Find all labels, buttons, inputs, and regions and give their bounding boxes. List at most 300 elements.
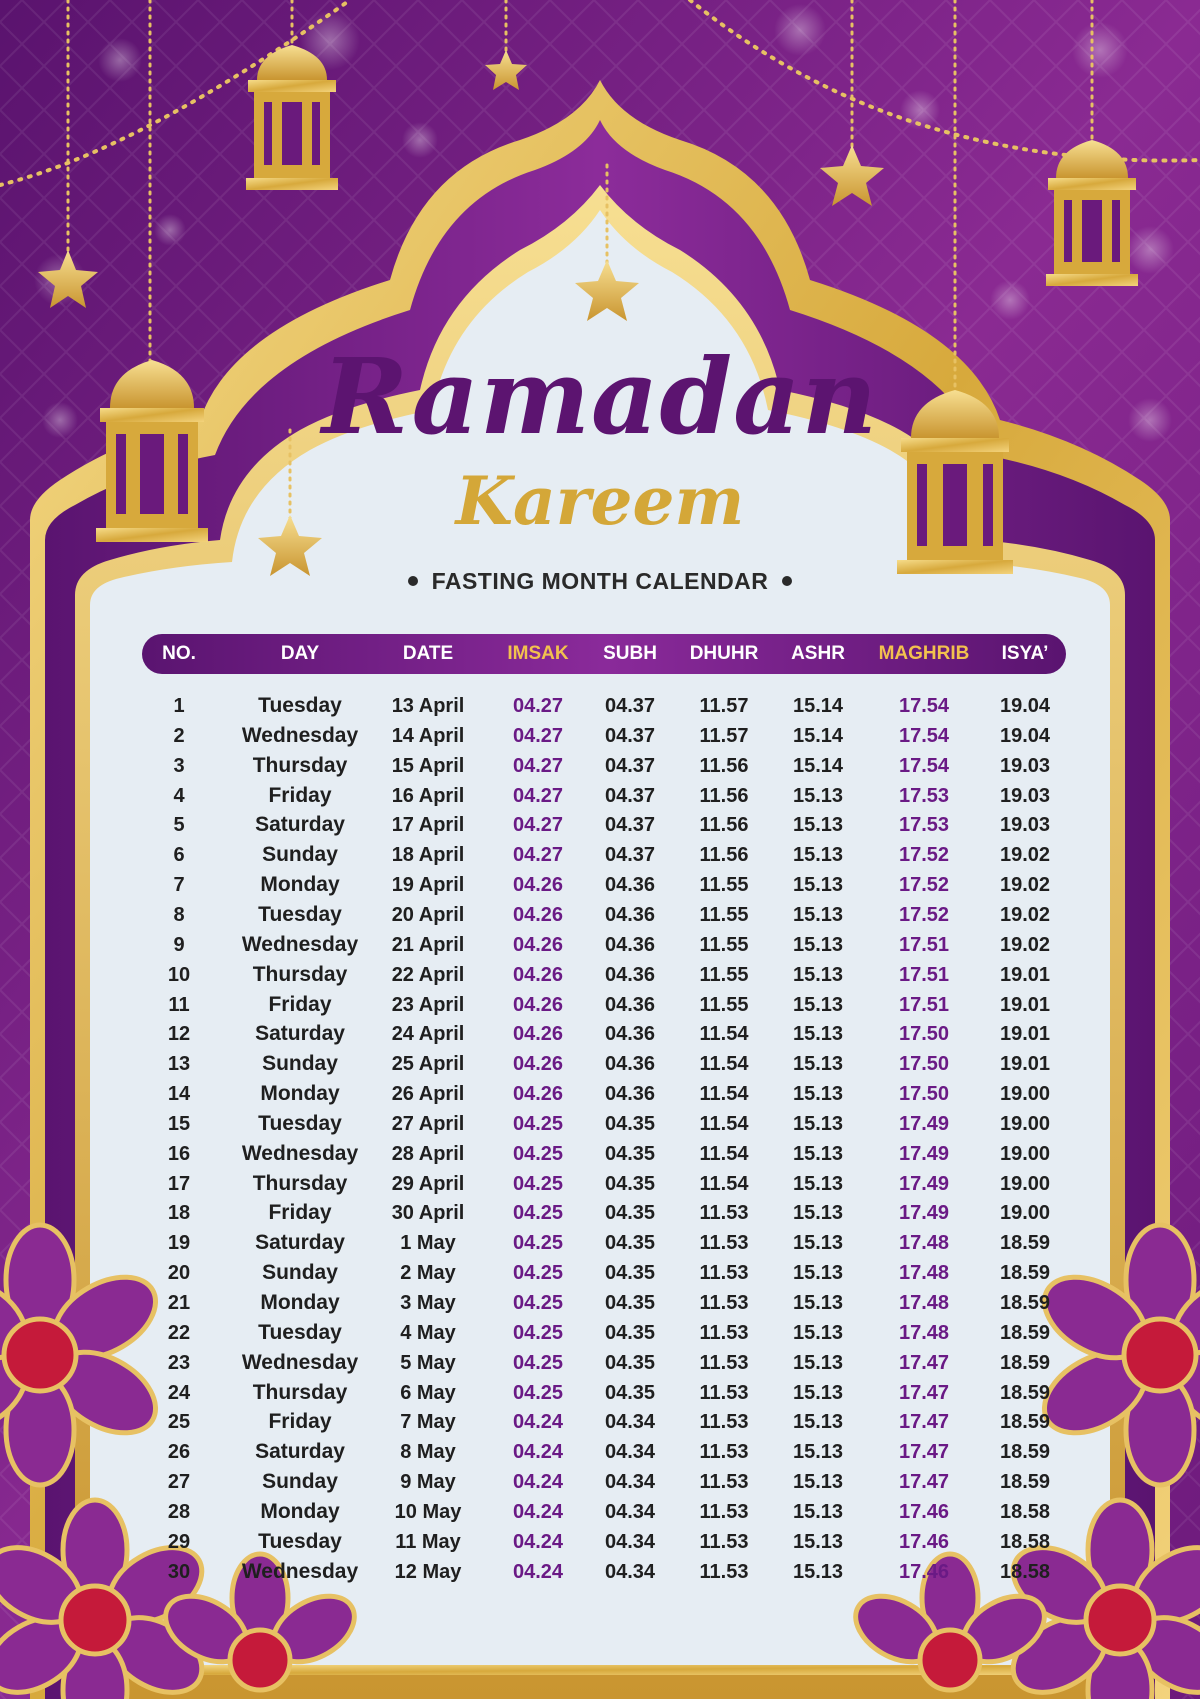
cell-isya: 18.58 — [999, 1530, 1051, 1553]
cell-maghrib: 17.50 — [898, 1053, 950, 1076]
cell-date: 25 April — [391, 1053, 465, 1076]
cell-dhuhr: 11.55 — [699, 903, 749, 926]
poster-subtitle: Kareem — [455, 462, 745, 540]
cell-date: 15 April — [391, 754, 465, 777]
cell-day: Tuesday — [258, 1111, 342, 1135]
cell-isya: 18.59 — [999, 1351, 1051, 1374]
cell-dhuhr: 11.57 — [699, 724, 749, 747]
cell-ashr: 15.13 — [792, 1142, 844, 1165]
cell-subh: 04.36 — [604, 1023, 656, 1046]
cell-maghrib: 17.54 — [898, 695, 950, 717]
cell-isya: 19.04 — [999, 724, 1051, 747]
cell-day: Tuesday — [258, 1529, 342, 1553]
table-row — [0, 960, 1200, 990]
cell-day: Saturday — [255, 813, 345, 837]
cell-dhuhr: 11.55 — [699, 874, 749, 897]
cell-ashr: 15.13 — [792, 1232, 844, 1255]
cell-subh: 04.35 — [604, 1142, 656, 1165]
bullet-dot — [408, 576, 418, 586]
cell-subh: 04.34 — [604, 1530, 656, 1553]
cell-isya: 18.58 — [999, 1500, 1051, 1523]
cell-maghrib: 17.49 — [898, 1142, 950, 1165]
cell-date: 16 April — [391, 784, 465, 807]
cell-date: 9 May — [400, 1471, 456, 1494]
cell-no: 2 — [173, 724, 185, 747]
cell-maghrib: 17.46 — [898, 1560, 950, 1583]
cell-imsak: 04.26 — [512, 993, 564, 1016]
cell-dhuhr: 11.53 — [699, 1321, 749, 1344]
cell-no: 28 — [167, 1500, 191, 1523]
cell-isya: 18.59 — [999, 1321, 1051, 1344]
cell-ashr: 15.13 — [792, 1262, 844, 1285]
cell-day: Friday — [268, 1201, 332, 1225]
cell-day: Thursday — [252, 1380, 348, 1404]
table-row — [0, 1198, 1200, 1228]
cell-subh: 04.37 — [604, 784, 656, 807]
cell-dhuhr: 11.56 — [699, 754, 749, 777]
cell-imsak: 04.24 — [512, 1560, 564, 1583]
cell-maghrib: 17.47 — [898, 1471, 950, 1494]
cell-dhuhr: 11.55 — [699, 933, 749, 956]
cell-isya: 19.00 — [999, 1202, 1051, 1225]
cell-subh: 04.37 — [604, 724, 656, 747]
cell-dhuhr: 11.57 — [699, 695, 749, 717]
cell-date: 14 April — [391, 724, 465, 747]
table-row — [0, 1557, 1200, 1587]
cell-no: 29 — [167, 1530, 191, 1553]
cell-no: 23 — [167, 1351, 191, 1374]
cell-isya: 19.02 — [999, 874, 1051, 897]
cell-subh: 04.35 — [604, 1232, 656, 1255]
cell-day: Monday — [260, 1499, 340, 1523]
cell-dhuhr: 11.53 — [699, 1471, 749, 1494]
cell-no: 19 — [167, 1232, 191, 1255]
cell-imsak: 04.27 — [512, 784, 564, 807]
cell-maghrib: 17.48 — [898, 1321, 950, 1344]
table-row — [0, 1169, 1200, 1199]
table-row — [0, 1437, 1200, 1467]
table-row — [0, 1318, 1200, 1348]
cell-ashr: 15.14 — [792, 754, 844, 777]
cell-imsak: 04.25 — [512, 1321, 564, 1344]
cell-ashr: 15.13 — [792, 1351, 844, 1374]
cell-day: Thursday — [252, 753, 348, 777]
cell-isya: 18.59 — [999, 1381, 1051, 1404]
cell-day: Sunday — [262, 1052, 338, 1076]
cell-imsak: 04.27 — [512, 724, 564, 747]
cell-day: Monday — [260, 1291, 340, 1314]
cell-imsak: 04.25 — [512, 1262, 564, 1285]
cell-imsak: 04.25 — [512, 1292, 564, 1314]
cell-ashr: 15.13 — [792, 784, 844, 807]
table-row — [0, 990, 1200, 1020]
table-row — [0, 1228, 1200, 1258]
cell-imsak: 04.27 — [512, 754, 564, 777]
cell-day: Friday — [268, 992, 332, 1016]
cell-isya: 19.03 — [999, 784, 1051, 807]
table-row — [0, 751, 1200, 781]
cell-maghrib: 17.49 — [898, 1172, 950, 1195]
cell-imsak: 04.25 — [512, 1232, 564, 1255]
cell-day: Wednesday — [241, 932, 359, 956]
cell-subh: 04.36 — [604, 1053, 656, 1076]
cell-imsak: 04.25 — [512, 1142, 564, 1165]
cell-date: 23 April — [391, 993, 465, 1016]
cell-dhuhr: 11.54 — [699, 1083, 749, 1106]
cell-no: 3 — [173, 754, 185, 777]
cell-isya: 19.04 — [999, 695, 1051, 717]
cell-isya: 19.02 — [999, 933, 1051, 956]
cell-no: 11 — [168, 993, 190, 1016]
header-imsak: IMSAK — [507, 643, 569, 664]
cell-day: Friday — [268, 1410, 332, 1434]
cell-maghrib: 17.52 — [898, 844, 950, 867]
table-row — [0, 1109, 1200, 1139]
cell-subh: 04.36 — [604, 903, 656, 926]
table-row — [0, 1079, 1200, 1109]
header-isya: ISYA’ — [1001, 643, 1049, 664]
cell-dhuhr: 11.56 — [699, 844, 749, 867]
cell-subh: 04.35 — [604, 1172, 656, 1195]
cell-day: Tuesday — [258, 1320, 342, 1344]
cell-subh: 04.36 — [604, 963, 656, 986]
cell-date: 18 April — [391, 844, 465, 867]
cell-no: 27 — [167, 1471, 191, 1494]
cell-dhuhr: 11.54 — [699, 1053, 749, 1076]
cell-isya: 19.00 — [999, 1112, 1051, 1135]
cell-imsak: 04.25 — [512, 1112, 564, 1135]
cell-day: Wednesday — [241, 723, 359, 747]
cell-day: Monday — [260, 873, 340, 897]
cell-ashr: 15.13 — [792, 1500, 844, 1523]
cell-dhuhr: 11.53 — [699, 1411, 749, 1434]
cell-ashr: 15.13 — [792, 933, 844, 956]
cell-isya: 19.01 — [999, 1023, 1051, 1046]
cell-ashr: 15.14 — [792, 724, 844, 747]
cell-imsak: 04.26 — [512, 874, 564, 897]
cell-subh: 04.35 — [604, 1262, 656, 1285]
cell-subh: 04.36 — [604, 874, 656, 897]
cell-isya: 18.59 — [999, 1411, 1051, 1434]
cell-date: 7 May — [400, 1411, 456, 1434]
cell-imsak: 04.26 — [512, 1053, 564, 1076]
cell-date: 10 May — [394, 1500, 462, 1523]
cell-dhuhr: 11.53 — [699, 1381, 749, 1404]
cell-maghrib: 17.54 — [898, 754, 950, 777]
cell-date: 4 May — [400, 1321, 456, 1344]
cell-no: 21 — [167, 1292, 191, 1314]
cell-subh: 04.36 — [604, 1083, 656, 1106]
cell-imsak: 04.26 — [512, 933, 564, 956]
cell-imsak: 04.24 — [512, 1500, 564, 1523]
cell-ashr: 15.13 — [792, 1053, 844, 1076]
cell-maghrib: 17.46 — [898, 1530, 950, 1553]
table-row — [0, 721, 1200, 751]
cell-isya: 19.00 — [999, 1142, 1051, 1165]
cell-day: Thursday — [252, 1171, 348, 1195]
cell-dhuhr: 11.53 — [699, 1292, 749, 1314]
table-row — [0, 1258, 1200, 1288]
cell-date: 22 April — [391, 963, 465, 986]
cell-ashr: 15.13 — [792, 1560, 844, 1583]
cell-subh: 04.34 — [604, 1441, 656, 1464]
cell-maghrib: 17.47 — [898, 1381, 950, 1404]
cell-ashr: 15.13 — [792, 963, 844, 986]
cell-ashr: 15.13 — [792, 874, 844, 897]
cell-ashr: 15.13 — [792, 993, 844, 1016]
cell-no: 30 — [167, 1560, 191, 1583]
cell-no: 15 — [167, 1112, 191, 1135]
cell-ashr: 15.13 — [792, 1292, 844, 1314]
cell-day: Wednesday — [241, 1141, 359, 1165]
cell-ashr: 15.13 — [792, 1381, 844, 1404]
cell-subh: 04.37 — [604, 814, 656, 837]
cell-ashr: 15.13 — [792, 1471, 844, 1494]
cell-ashr: 15.13 — [792, 1112, 844, 1135]
cell-no: 18 — [167, 1202, 191, 1225]
table-row — [0, 1019, 1200, 1049]
cell-date: 13 April — [391, 695, 465, 717]
cell-date: 27 April — [391, 1112, 465, 1135]
cell-day: Sunday — [262, 1261, 338, 1285]
cell-ashr: 15.13 — [792, 1172, 844, 1195]
cell-dhuhr: 11.53 — [699, 1500, 749, 1523]
cell-date: 30 April — [391, 1202, 465, 1225]
cell-subh: 04.34 — [604, 1411, 656, 1434]
cell-day: Friday — [268, 783, 332, 807]
calendar-caption — [0, 568, 1200, 595]
cell-no: 4 — [173, 784, 185, 807]
cell-dhuhr: 11.56 — [699, 814, 749, 837]
cell-maghrib: 17.51 — [898, 963, 950, 986]
table-row — [0, 810, 1200, 840]
header-dhuhr: DHUHR — [689, 643, 759, 664]
cell-imsak: 04.24 — [512, 1530, 564, 1553]
cell-ashr: 15.13 — [792, 1441, 844, 1464]
cell-no: 7 — [173, 874, 185, 897]
table-row — [0, 1139, 1200, 1169]
cell-subh: 04.35 — [604, 1381, 656, 1404]
cell-imsak: 04.26 — [512, 1023, 564, 1046]
table-row — [0, 1288, 1200, 1318]
cell-date: 6 May — [400, 1381, 456, 1404]
cell-day: Wednesday — [241, 1559, 359, 1583]
cell-isya: 18.59 — [999, 1292, 1051, 1314]
cell-dhuhr: 11.53 — [699, 1560, 749, 1583]
cell-dhuhr: 11.53 — [699, 1441, 749, 1464]
cell-maghrib: 17.46 — [898, 1500, 950, 1523]
cell-isya: 18.59 — [999, 1262, 1051, 1285]
cell-no: 9 — [173, 933, 185, 956]
cell-maghrib: 17.47 — [898, 1351, 950, 1374]
cell-no: 22 — [167, 1321, 191, 1344]
cell-ashr: 15.13 — [792, 1083, 844, 1106]
cell-no: 10 — [167, 963, 191, 986]
cell-maghrib: 17.48 — [898, 1262, 950, 1285]
cell-isya: 19.03 — [999, 754, 1051, 777]
table-row — [0, 1378, 1200, 1408]
table-row — [0, 1497, 1200, 1527]
table-row — [0, 1049, 1200, 1079]
table-row — [0, 930, 1200, 960]
cell-no: 16 — [167, 1142, 191, 1165]
table-row — [0, 870, 1200, 900]
cell-date: 3 May — [400, 1292, 456, 1314]
cell-subh: 04.37 — [604, 844, 656, 867]
poster-title: Ramadan — [321, 335, 879, 458]
table-row — [0, 1467, 1200, 1497]
cell-no: 26 — [167, 1441, 191, 1464]
cell-no: 17 — [167, 1172, 191, 1195]
cell-dhuhr: 11.54 — [699, 1112, 749, 1135]
cell-ashr: 15.13 — [792, 1411, 844, 1434]
cell-maghrib: 17.48 — [898, 1292, 950, 1314]
cell-subh: 04.34 — [604, 1500, 656, 1523]
cell-date: 1 May — [400, 1232, 456, 1255]
cell-imsak: 04.26 — [512, 1083, 564, 1106]
cell-isya: 19.02 — [999, 844, 1051, 867]
cell-dhuhr: 11.55 — [699, 963, 749, 986]
cell-imsak: 04.25 — [512, 1202, 564, 1225]
cell-subh: 04.35 — [604, 1321, 656, 1344]
cell-no: 5 — [173, 814, 185, 837]
cell-subh: 04.37 — [604, 695, 656, 717]
cell-day: Monday — [260, 1082, 340, 1106]
cell-dhuhr: 11.55 — [699, 993, 749, 1016]
cell-day: Wednesday — [241, 1350, 359, 1374]
table-row — [0, 840, 1200, 870]
cell-subh: 04.37 — [604, 754, 656, 777]
cell-maghrib: 17.53 — [898, 814, 950, 837]
cell-imsak: 04.25 — [512, 1381, 564, 1404]
cell-isya: 18.59 — [999, 1471, 1051, 1494]
bullet-dot — [782, 576, 792, 586]
cell-no: 12 — [167, 1023, 191, 1046]
cell-maghrib: 17.49 — [898, 1112, 950, 1135]
calendar-caption-text: FASTING MONTH CALENDAR — [431, 568, 769, 594]
cell-isya: 19.01 — [999, 1053, 1051, 1076]
cell-day: Sunday — [262, 1470, 338, 1494]
cell-subh: 04.35 — [604, 1351, 656, 1374]
cell-ashr: 15.13 — [792, 844, 844, 867]
cell-date: 5 May — [400, 1351, 456, 1374]
cell-maghrib: 17.50 — [898, 1023, 950, 1046]
cell-day: Tuesday — [258, 902, 342, 926]
cell-no: 14 — [167, 1083, 191, 1106]
cell-imsak: 04.26 — [512, 963, 564, 986]
cell-ashr: 15.13 — [792, 814, 844, 837]
cell-dhuhr: 11.54 — [699, 1142, 749, 1165]
cell-isya: 19.03 — [999, 814, 1051, 837]
cell-isya: 19.00 — [999, 1172, 1051, 1195]
header-maghrib: MAGHRIB — [878, 643, 970, 664]
header-date: DATE — [402, 643, 454, 664]
cell-date: 21 April — [391, 933, 465, 956]
header-subh: SUBH — [603, 643, 657, 664]
cell-maghrib: 17.49 — [898, 1202, 950, 1225]
table-header — [142, 634, 1066, 674]
cell-dhuhr: 11.56 — [699, 784, 749, 807]
cell-date: 19 April — [391, 874, 465, 897]
cell-imsak: 04.27 — [512, 844, 564, 867]
table-row — [0, 1527, 1200, 1557]
cell-date: 8 May — [400, 1441, 456, 1464]
cell-date: 26 April — [391, 1083, 465, 1106]
cell-day: Thursday — [252, 962, 348, 986]
cell-isya: 19.00 — [999, 1083, 1051, 1106]
cell-maghrib: 17.51 — [898, 993, 950, 1016]
cell-no: 20 — [167, 1262, 191, 1285]
cell-dhuhr: 11.53 — [699, 1202, 749, 1225]
cell-maghrib: 17.47 — [898, 1411, 950, 1434]
cell-subh: 04.35 — [604, 1112, 656, 1135]
cell-subh: 04.34 — [604, 1471, 656, 1494]
cell-maghrib: 17.54 — [898, 724, 950, 747]
table-row — [0, 900, 1200, 930]
cell-dhuhr: 11.53 — [699, 1351, 749, 1374]
cell-ashr: 15.13 — [792, 1530, 844, 1553]
cell-imsak: 04.24 — [512, 1441, 564, 1464]
cell-day: Sunday — [262, 843, 338, 867]
cell-date: 17 April — [391, 814, 465, 837]
cell-maghrib: 17.51 — [898, 933, 950, 956]
cell-maghrib: 17.50 — [898, 1083, 950, 1106]
header-ashr: ASHR — [791, 643, 845, 664]
cell-imsak: 04.27 — [512, 695, 564, 717]
cell-no: 1 — [173, 695, 185, 717]
header-no: NO. — [162, 643, 196, 664]
cell-subh: 04.35 — [604, 1202, 656, 1225]
cell-ashr: 15.13 — [792, 1202, 844, 1225]
cell-date: 28 April — [391, 1142, 465, 1165]
cell-dhuhr: 11.53 — [699, 1262, 749, 1285]
table-row — [0, 1407, 1200, 1437]
cell-day: Saturday — [255, 1022, 345, 1046]
header-day: DAY — [280, 643, 320, 664]
cell-ashr: 15.13 — [792, 903, 844, 926]
cell-ashr: 15.13 — [792, 1023, 844, 1046]
table-row — [0, 691, 1200, 721]
cell-date: 11 May — [395, 1530, 461, 1553]
cell-maghrib: 17.52 — [898, 903, 950, 926]
cell-subh: 04.34 — [604, 1560, 656, 1583]
cell-ashr: 15.13 — [792, 1321, 844, 1344]
cell-subh: 04.35 — [604, 1292, 656, 1314]
table-row — [0, 1348, 1200, 1378]
cell-no: 6 — [173, 844, 185, 867]
cell-day: Saturday — [255, 1231, 345, 1255]
cell-no: 13 — [167, 1053, 191, 1076]
cell-maghrib: 17.48 — [898, 1232, 950, 1255]
cell-dhuhr: 11.54 — [699, 1023, 749, 1046]
cell-date: 29 April — [391, 1172, 465, 1195]
cell-imsak: 04.25 — [512, 1172, 564, 1195]
cell-ashr: 15.14 — [792, 695, 844, 717]
cell-no: 25 — [167, 1411, 191, 1434]
cell-date: 24 April — [391, 1023, 465, 1046]
cell-date: 12 May — [394, 1560, 462, 1583]
cell-isya: 19.01 — [999, 963, 1051, 986]
cell-isya: 18.59 — [999, 1441, 1051, 1464]
table-row — [0, 781, 1200, 811]
cell-subh: 04.36 — [604, 993, 656, 1016]
cell-maghrib: 17.47 — [898, 1441, 950, 1464]
cell-imsak: 04.24 — [512, 1471, 564, 1494]
cell-dhuhr: 11.53 — [699, 1232, 749, 1255]
cell-maghrib: 17.52 — [898, 874, 950, 897]
cell-dhuhr: 11.53 — [699, 1530, 749, 1553]
cell-no: 24 — [167, 1381, 191, 1404]
